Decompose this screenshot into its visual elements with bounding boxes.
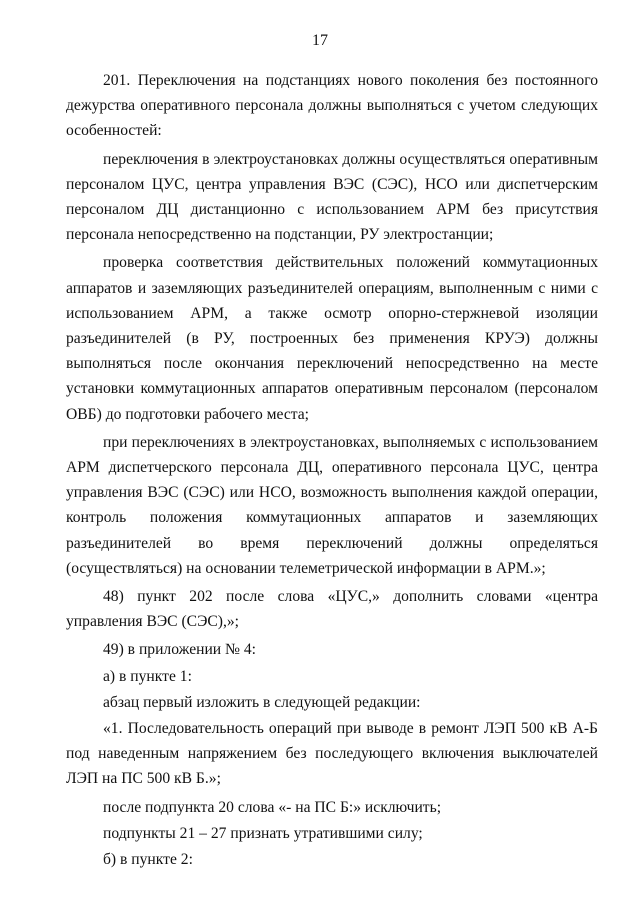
paragraph-subpoint-20: после подпункта 20 слова «- на ПС Б:» исключить; <box>103 798 442 816</box>
paragraph-a: а) в пункте 1: <box>103 667 192 685</box>
page-number: 17 <box>312 32 328 49</box>
paragraph-verification: проверка соответствия действительных положений коммутационных аппаратов и заземляющих разъединителей операциям, выполненным с ними с использованием АРМ, а также осмотр опорно-стержневой изоляции разъединителей (в РУ, построенных без применения КРУЭ) должны выполняться после окончания переключений непосредственно на месте установки коммутационных аппаратов оперативным персоналом (персоналом ОВБ) до подготовки рабочего места; <box>66 254 598 423</box>
paragraph-abzac: абзац первый изложить в следующей редакции: <box>103 693 421 711</box>
paragraph-49: 49) в приложении № 4: <box>103 641 256 659</box>
paragraph-48: 48) пункт 202 после слова «ЦУС,» дополнить словами «центра управления ВЭС (СЭС),»; <box>66 588 598 631</box>
paragraph-telemetry: при переключениях в электроустановках, выполняемых с использованием АРМ диспетчерского персонала ДЦ, оперативного персонала ЦУС, центра управления ВЭС (СЭС) или НСО, возможность выполнения каждой операции, контроль положения коммутационных аппаратов и заземляющих разъединителей во время переключений должны определяться (осуществляться) на основании телеметрической информации в АРМ.»; <box>66 433 598 577</box>
paragraph-subpoints-21-27: подпункты 21 – 27 признать утратившими силу; <box>103 824 423 842</box>
paragraph-quote-1: «1. Последовательность операций при выводе в ремонт ЛЭП 500 кВ А-Б под наведенным напряжением без последующего включения выключателей ЛЭП на ПС 500 кВ Б.»; <box>66 720 598 788</box>
paragraph-201: 201. Переключения на подстанциях нового поколения без постоянного дежурства оперативного персонала должны выполняться с учетом следующих особенностей: <box>66 72 598 140</box>
document-body <box>66 68 598 873</box>
paragraph-switching-ars: переключения в электроустановках должны осуществляться оперативным персоналом ЦУС, центра управления ВЭС (СЭС), НСО или диспетчерским персоналом ДЦ дистанционно с использованием АРМ без присутствия персонала непосредственно на подстанции, РУ электростанции; <box>66 150 598 244</box>
paragraph-b: б) в пункте 2: <box>103 851 193 869</box>
